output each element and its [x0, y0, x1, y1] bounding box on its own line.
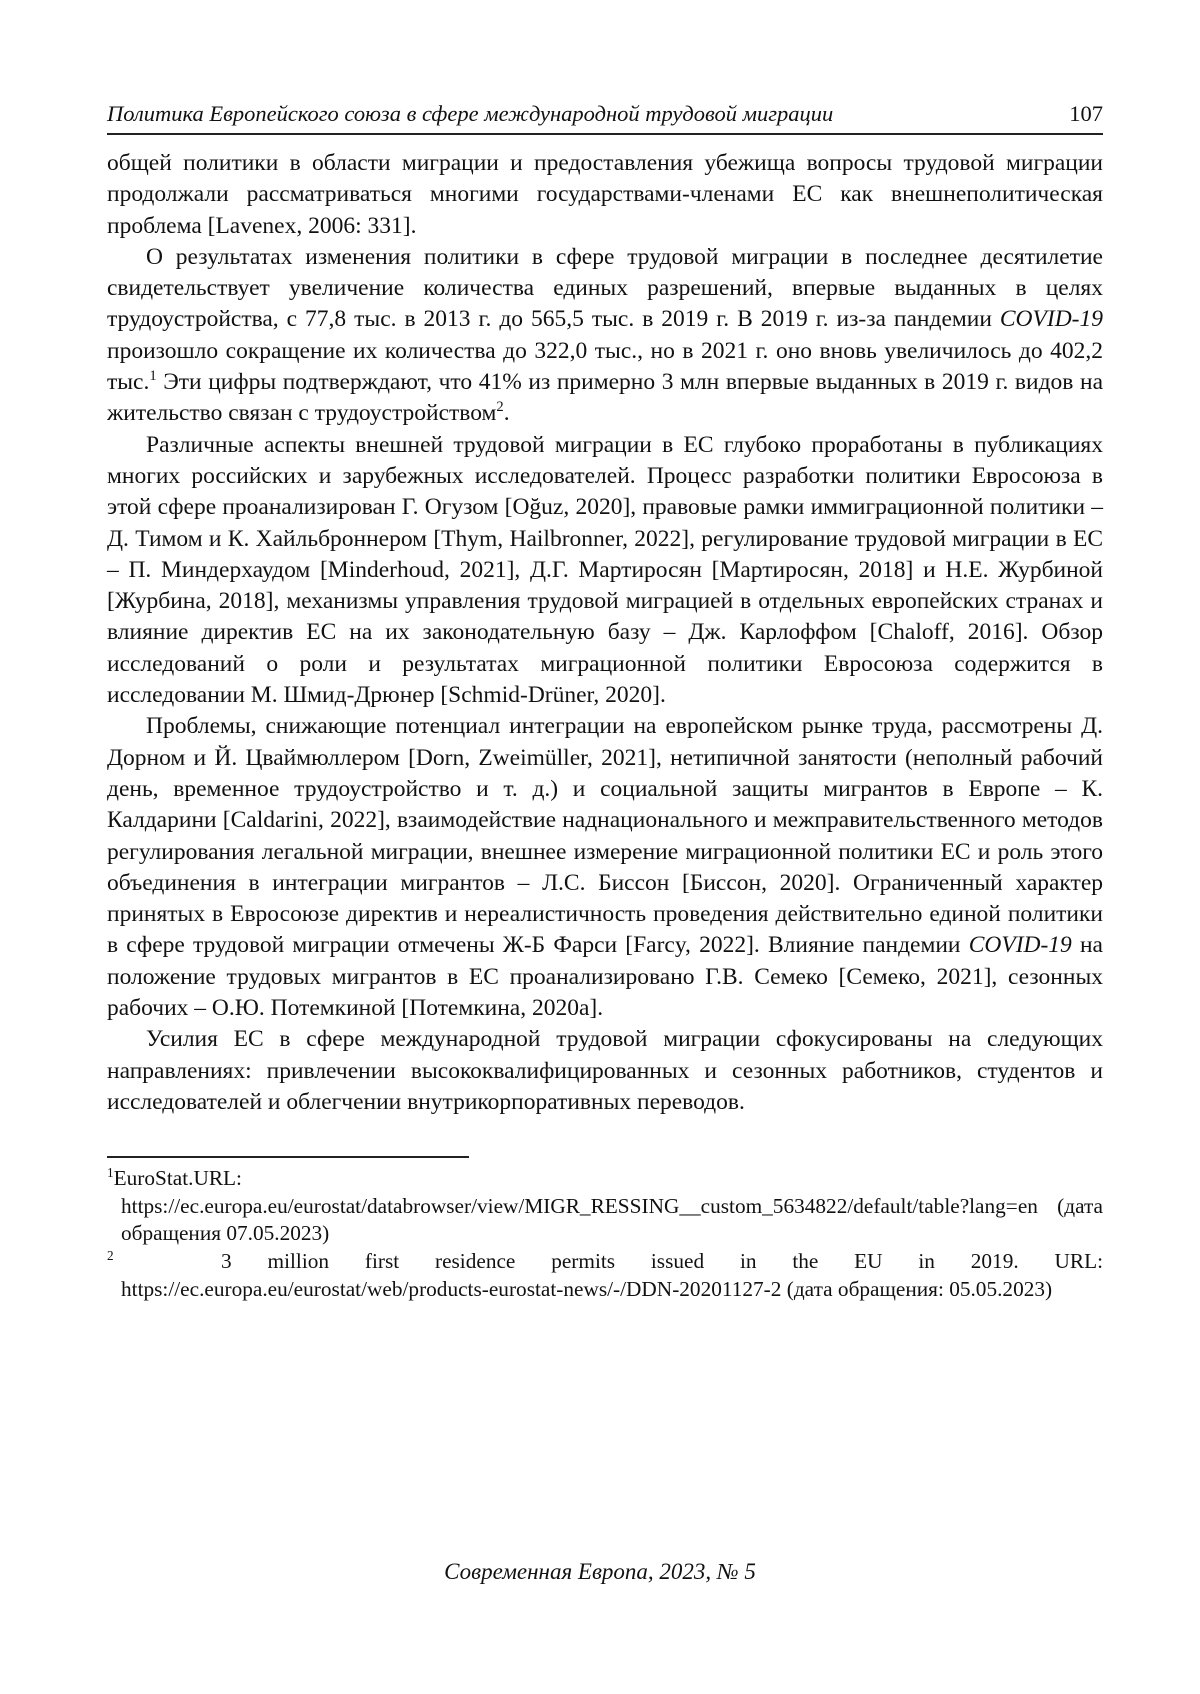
paragraph-5: Усилия ЕС в сфере международной трудовой миграции сфокусированы на следующих направлениях: привлечении высококвалифицированных и сезонных работников, студентов и исследователей и облегчении внутрикорпоративных переводов.	[107, 1026, 1103, 1115]
paragraph-2-text-c: Эти цифры подтверждают, что 41% из примерно 3 млн впервые выданных в 2019 г. видов на жительство связан с трудоустройством	[107, 369, 1103, 427]
footnote-2	[107, 1248, 1103, 1303]
footnote-ref-1[interactable]: 1	[149, 368, 157, 385]
footnote-2-url[interactable]: https://ec.europa.eu/eurostat/web/products-eurostat-news/-/DDN-20201127-2	[121, 1276, 782, 1301]
paragraph-2-text-b: произошло сокращение их количества до 322,0 тыс., но в 2021 г. оно вновь увеличилось до 402,2 тыс.	[107, 337, 1103, 396]
paragraph-4-text-b: на положение трудовых мигрантов в ЕС проанализировано Г.В. Семеко [Семеко, 2021], сезонных рабочих – О.Ю. Потемкиной [Потемкина, 2020a].	[107, 932, 1103, 1022]
footnote-1-date: (дата обращения 07.05.2023)	[121, 1193, 1103, 1246]
journal-footer: Современная Европа, 2023, № 5	[444, 1559, 756, 1584]
footnote-ref-2[interactable]: 2	[496, 399, 504, 416]
footnote-1-url[interactable]: https://ec.europa.eu/eurostat/databrowser/view/MIGR_RESSING__custom_5634822/default/table?lang=en	[121, 1193, 1038, 1218]
paragraph-4	[107, 711, 1103, 1024]
paragraph-2-text-d: .	[503, 400, 510, 427]
page-number: 107	[1069, 101, 1103, 126]
footnote-1-label: EuroStat.URL:	[113, 1166, 242, 1191]
page	[107, 100, 1103, 1303]
paragraph-4-text-a: Проблемы, снижающие потенциал интеграции на европейском рынке труда, рассмотрены Д. Дорном и Й. Цваймюллером [Dorn, Zweimüller, 2021], нетипичной занятости (неполный рабочий день, временное трудоустройство и т. д.) и социальной защиты мигрантов в Европе – К. Калдарини [Caldarini, 2022], взаимодействие наднационального и межправительственного методов регулирования легальной миграции, внешнее измерение миграционной политики ЕС и роль этого объединения в интеграции мигрантов – Л.С. Биссон [Биссон, 2020]. Ограниченный характер принятых в Евросоюзе директив и нереалистичность проведения действительно единой политики в сфере трудовой миграции отмечены Ж-Б Фарси [Farcy, 2022]. Влияние пандемии	[107, 713, 1103, 959]
covid-term: COVID-19	[999, 306, 1103, 333]
paragraph-2	[107, 242, 1103, 430]
paragraph-3: Различные аспекты внешней трудовой миграции в ЕС глубоко проработаны в публикациях многих российских и зарубежных исследователей. Процесс разработки политики Евросоюза в этой сфере проанализирован Г. Огузом [Oğuz, 2020], правовые рамки иммиграционной политики – Д. Тимом и К. Хайльброннером [Thym, Hailbronner, 2022], регулирование трудовой миграции в ЕС – П. Миндерхаудом [Minderhoud, 2021], Д.Г. Мартиросян [Мартиросян, 2018] и Н.Е. Журбиной [Журбина, 2018], механизмы управления трудовой миграцией в отдельных европейских странах и влияние директив ЕС на их законодательную базу – Дж. Карлоффом [Chaloff, 2016]. Обзор исследований о роли и результатах миграционной политики Евросоюза содержится в исследовании М. Шмид-Дрюнер [Schmid-Drüner, 2020].	[107, 431, 1103, 709]
footnote-separator	[107, 1156, 469, 1158]
running-title: Политика Европейского союза в сфере международной трудовой миграции	[107, 101, 834, 126]
running-header	[107, 100, 1103, 135]
footnote-1	[107, 1165, 1103, 1248]
paragraph-1: общей политики в области миграции и предоставления убежища вопросы трудовой миграции продолжали рассматриваться многими государствами-членами ЕС как внешнеполитическая проблема [Lavenex, 2006: 331].	[107, 150, 1103, 239]
footnote-2-text: 3 million first residence permits issued in the EU in 2019. URL:	[221, 1248, 1103, 1273]
footnotes	[107, 1165, 1103, 1303]
paragraph-2-text-a: О результатах изменения политики в сфере трудовой миграции в последнее десятилетие свидетельствует увеличение количества единых разрешений, впервые выданных в целях трудоустройства, с 77,8 тыс. в 2013 г. до 565,5 тыс. в 2019 г. В 2019 г. из-за пандемии	[107, 243, 1103, 333]
covid-term: COVID-19	[968, 932, 1072, 959]
footnote-2-mark: 2	[107, 1247, 114, 1263]
article-body	[107, 148, 1103, 1118]
footnote-1-mark: 1	[107, 1165, 114, 1181]
footnote-2-date: (дата обращения: 05.05.2023)	[786, 1276, 1053, 1301]
